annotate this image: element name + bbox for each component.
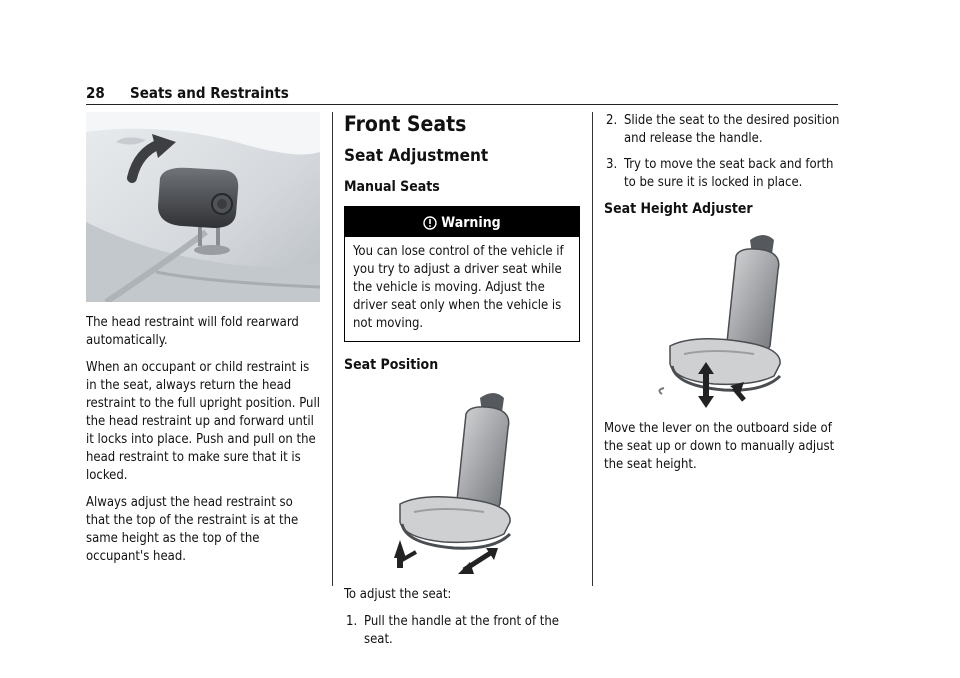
subsection-heading: Seat Height Adjuster [604, 201, 753, 217]
page-header [86, 84, 838, 105]
step-text: Pull the handle at the front of the seat. [364, 614, 559, 647]
paragraph: Move the lever on the outboard side of the seat up or down to manually adjust the seat height. [604, 421, 835, 472]
step-list [344, 613, 580, 649]
column-divider [332, 112, 333, 586]
subsection-heading: Seat Position [344, 357, 439, 373]
list-item [604, 112, 840, 148]
paragraph: To adjust the seat: [344, 587, 452, 602]
seat-position-icon [344, 384, 580, 574]
column-3 [604, 112, 840, 483]
paragraph: Always adjust the head restraint so that the top of the restraint is at the same height as the top of the occupant's head. [86, 495, 299, 564]
warning-label: Warning [441, 215, 501, 231]
warning-box [344, 206, 580, 342]
column-2 [344, 112, 580, 657]
head-restraint-fold-icon [86, 112, 320, 302]
list-item [604, 156, 840, 192]
page-number: 28 [86, 84, 105, 102]
list-item [344, 613, 580, 649]
warning-icon [423, 216, 437, 230]
section-heading: Seat Adjustment [344, 146, 489, 166]
column-divider [592, 112, 593, 586]
seat-height-icon [604, 228, 840, 408]
step-list [604, 112, 840, 192]
paragraph: The head restraint will fold rearward automatically. [86, 315, 299, 348]
chapter-heading: Front Seats [344, 112, 467, 136]
step-number: 3. [606, 157, 618, 172]
column-1 [86, 112, 320, 575]
section-title: Seats and Restraints [130, 84, 289, 102]
step-number: 2. [606, 113, 618, 128]
warning-header [345, 207, 579, 237]
paragraph: When an occupant or child restraint is in the seat, always return the head restraint to the full upright position. Pull the head restraint up and forward until it locks into place. Push and pull on the head restraint to make sure that it is locked. [86, 360, 320, 483]
step-text: Slide the seat to the desired position and release the handle. [624, 113, 840, 146]
warning-text: You can lose control of the vehicle if you try to adjust a driver seat while the vehicle is moving. Adjust the driver seat only when the vehicle is not moving. [353, 244, 564, 331]
subsection-heading: Manual Seats [344, 179, 440, 195]
step-text: Try to move the seat back and forth to be sure it is locked in place. [624, 157, 834, 190]
step-number: 1. [346, 614, 358, 629]
